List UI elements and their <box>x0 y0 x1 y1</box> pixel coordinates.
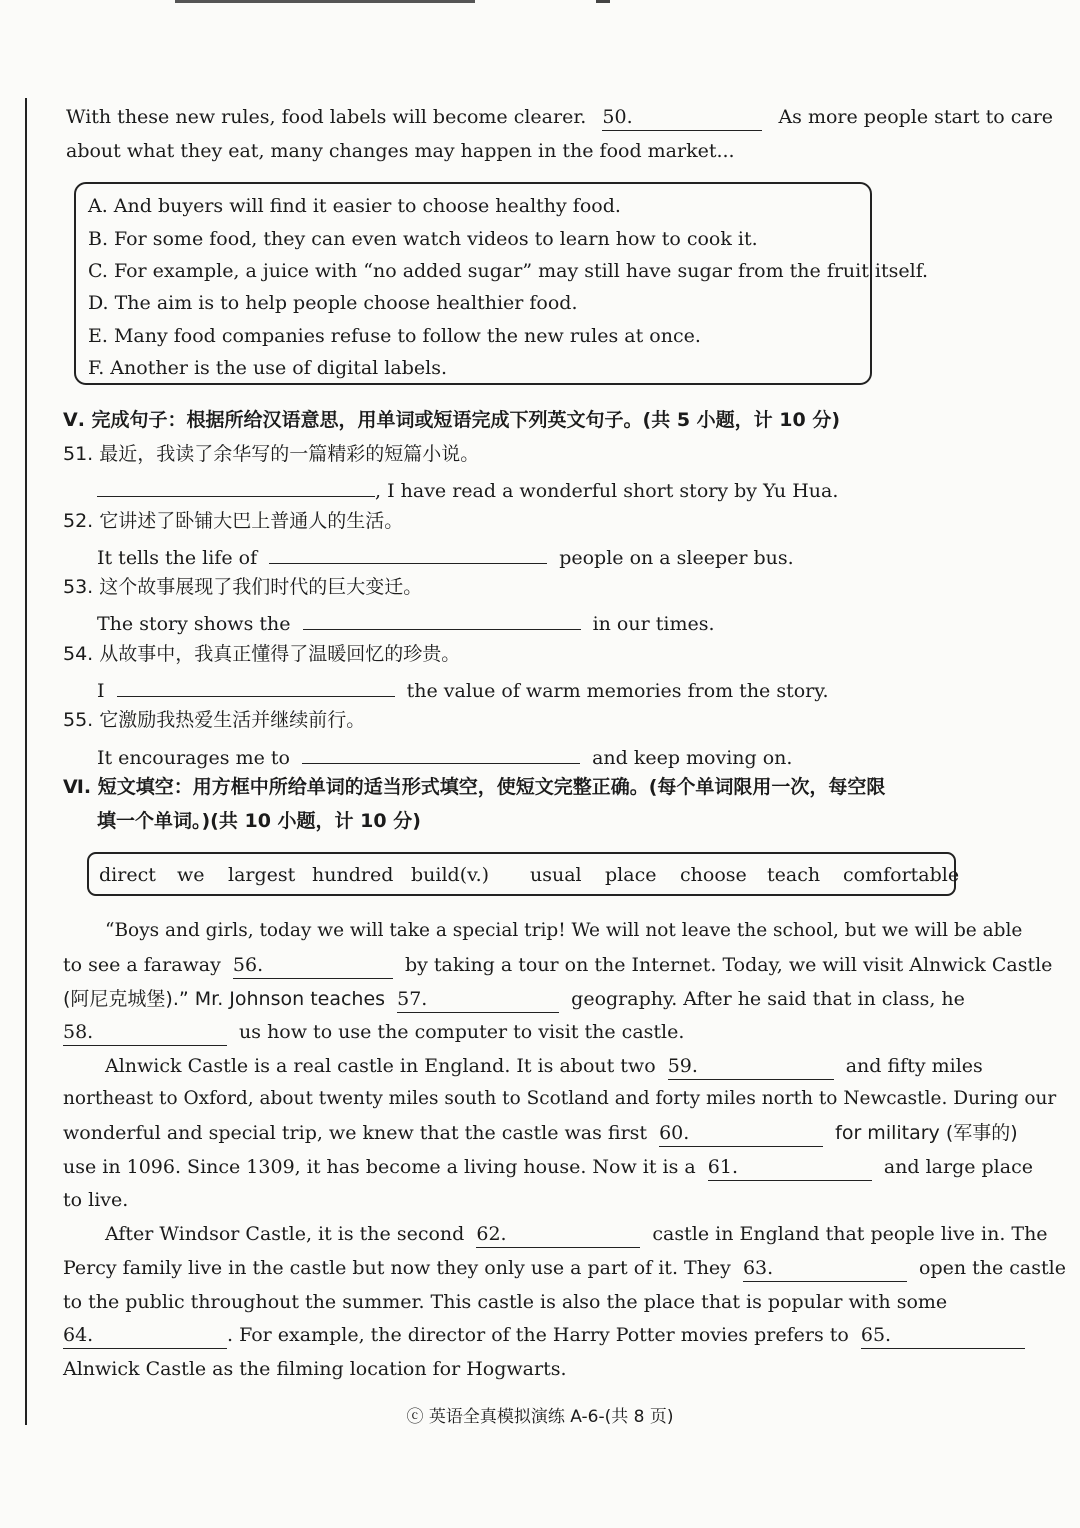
passage-line: to live. <box>63 1189 129 1211</box>
word-bank-item: place <box>605 864 657 886</box>
blank-62[interactable]: 62. <box>476 1221 640 1248</box>
word-bank-item: largest <box>228 864 296 886</box>
blank-61[interactable]: 61. <box>708 1154 872 1181</box>
answer-blank-53[interactable] <box>303 607 581 630</box>
passage-line: After Windsor Castle, it is the second 62. castle in England that people live in. The <box>105 1221 1048 1248</box>
blank-60[interactable]: 60. <box>659 1120 823 1147</box>
margin-line <box>25 98 27 1425</box>
word-bank-item: usual <box>530 864 582 886</box>
question-54-sentence: I the value of warm memories from the story. <box>97 674 829 704</box>
blank-58[interactable]: 58. <box>63 1019 227 1046</box>
passage-line: use in 1096. Since 1309, it has become a living house. Now it is a 61. and large place <box>63 1154 1033 1181</box>
blank-59[interactable]: 59. <box>668 1053 834 1080</box>
question-51-prompt: 51. 最近，我读了余华写的一篇精彩的短篇小说。 <box>63 443 480 465</box>
section-6-heading: Ⅵ. 短文填空：用方框中所给单词的适当形式填空，使短文完整正确。(每个单词限用一次，每空限 <box>63 776 886 798</box>
blank-50[interactable]: 50. <box>602 104 762 131</box>
answer-blank-52[interactable] <box>269 541 547 564</box>
question-55-prompt: 55. 它激励我热爱生活并继续前行。 <box>63 709 366 731</box>
question-53-prompt: 53. 这个故事展现了我们时代的巨大变迁。 <box>63 576 423 598</box>
word-bank-item: direct <box>99 864 156 886</box>
scan-edge-mark-small <box>596 0 610 3</box>
options-box <box>74 182 929 385</box>
option-f: F. Another is the use of digital labels. <box>88 357 447 379</box>
passage-line: to the public throughout the summer. This castle is also the place that is popular with some <box>63 1291 948 1313</box>
answer-blank-54[interactable] <box>117 674 395 697</box>
option-c: C. For example, a juice with “no added sugar” may still have sugar from the fruit itself. <box>88 260 929 282</box>
passage-line: Percy family live in the castle but now they only use a part of it. They 63. open the castle <box>63 1255 1066 1282</box>
option-a: A. And buyers will find it easier to choose healthy food. <box>88 195 621 217</box>
scan-edge-mark <box>175 0 475 3</box>
passage-line: (阿尼克城堡).” Mr. Johnson teaches 57. geography. After he said that in class, he <box>63 986 965 1013</box>
option-b: B. For some food, they can even watch videos to learn how to cook it. <box>88 228 758 250</box>
word-bank-item: hundred <box>312 864 394 886</box>
question-54-prompt: 54. 从故事中，我真正懂得了温暖回忆的珍贵。 <box>63 643 461 665</box>
word-bank-item: comfortable <box>843 864 960 886</box>
passage-line: to see a faraway 56. by taking a tour on the Internet. Today, we will visit Alnwick Castle <box>63 952 1052 979</box>
blank-57[interactable]: 57. <box>397 986 559 1013</box>
word-bank-item: choose <box>680 864 747 886</box>
passage-line: “Boys and girls, today we will take a special trip! We will not leave the school, but we will be able <box>105 920 1023 941</box>
option-e: E. Many food companies refuse to follow the new rules at once. <box>88 325 701 347</box>
question-52-prompt: 52. 它讲述了卧铺大巴上普通人的生活。 <box>63 510 404 532</box>
passage-line: Alnwick Castle as the filming location for Hogwarts. <box>63 1358 567 1380</box>
word-bank-item: build(v.) <box>411 864 490 886</box>
question-51-sentence: , I have read a wonderful short story by Yu Hua. <box>97 474 838 504</box>
question-55-sentence: It encourages me to and keep moving on. <box>97 741 792 771</box>
section-6-heading-cont: 填一个单词。)(共 10 小题，计 10 分) <box>97 810 421 832</box>
passage-line: 58. us how to use the computer to visit the castle. <box>63 1019 684 1046</box>
passage-line: wonderful and special trip, we knew that the castle was first 60. for military (军事的) <box>63 1120 1018 1147</box>
section-5-heading: Ⅴ. 完成句子：根据所给汉语意思，用单词或短语完成下列英文句子。(共 5 小题，计 10 分) <box>63 409 841 431</box>
passage-line: With these new rules, food labels will become clearer. 50. As more people start to care <box>66 104 1053 131</box>
option-d: D. The aim is to help people choose healthier food. <box>88 292 578 314</box>
passage-line: 64. . For example, the director of the Harry Potter movies prefers to 65. <box>63 1322 1025 1349</box>
blank-56[interactable]: 56. <box>233 952 393 979</box>
blank-63[interactable]: 63. <box>743 1255 907 1282</box>
blank-65[interactable]: 65. <box>861 1322 1025 1349</box>
blank-64[interactable]: 64. <box>63 1322 227 1349</box>
passage-line: Alnwick Castle is a real castle in England. It is about two 59. and fifty miles <box>105 1053 983 1080</box>
word-bank-item: we <box>177 864 205 886</box>
question-52-sentence: It tells the life of people on a sleeper bus. <box>97 541 794 571</box>
passage-line: northeast to Oxford, about twenty miles south to Scotland and forty miles north to Newcastle. During our <box>63 1088 1057 1109</box>
question-53-sentence: The story shows the in our times. <box>97 607 715 637</box>
word-bank-box <box>87 852 960 896</box>
answer-blank-55[interactable] <box>302 741 580 764</box>
page-footer: ⓒ 英语全真模拟演练 A-6-(共 8 页) <box>406 1407 674 1427</box>
answer-blank-51[interactable] <box>97 474 375 497</box>
word-bank-item: teach <box>767 864 821 886</box>
passage-line: about what they eat, many changes may happen in the food market... <box>66 140 735 162</box>
